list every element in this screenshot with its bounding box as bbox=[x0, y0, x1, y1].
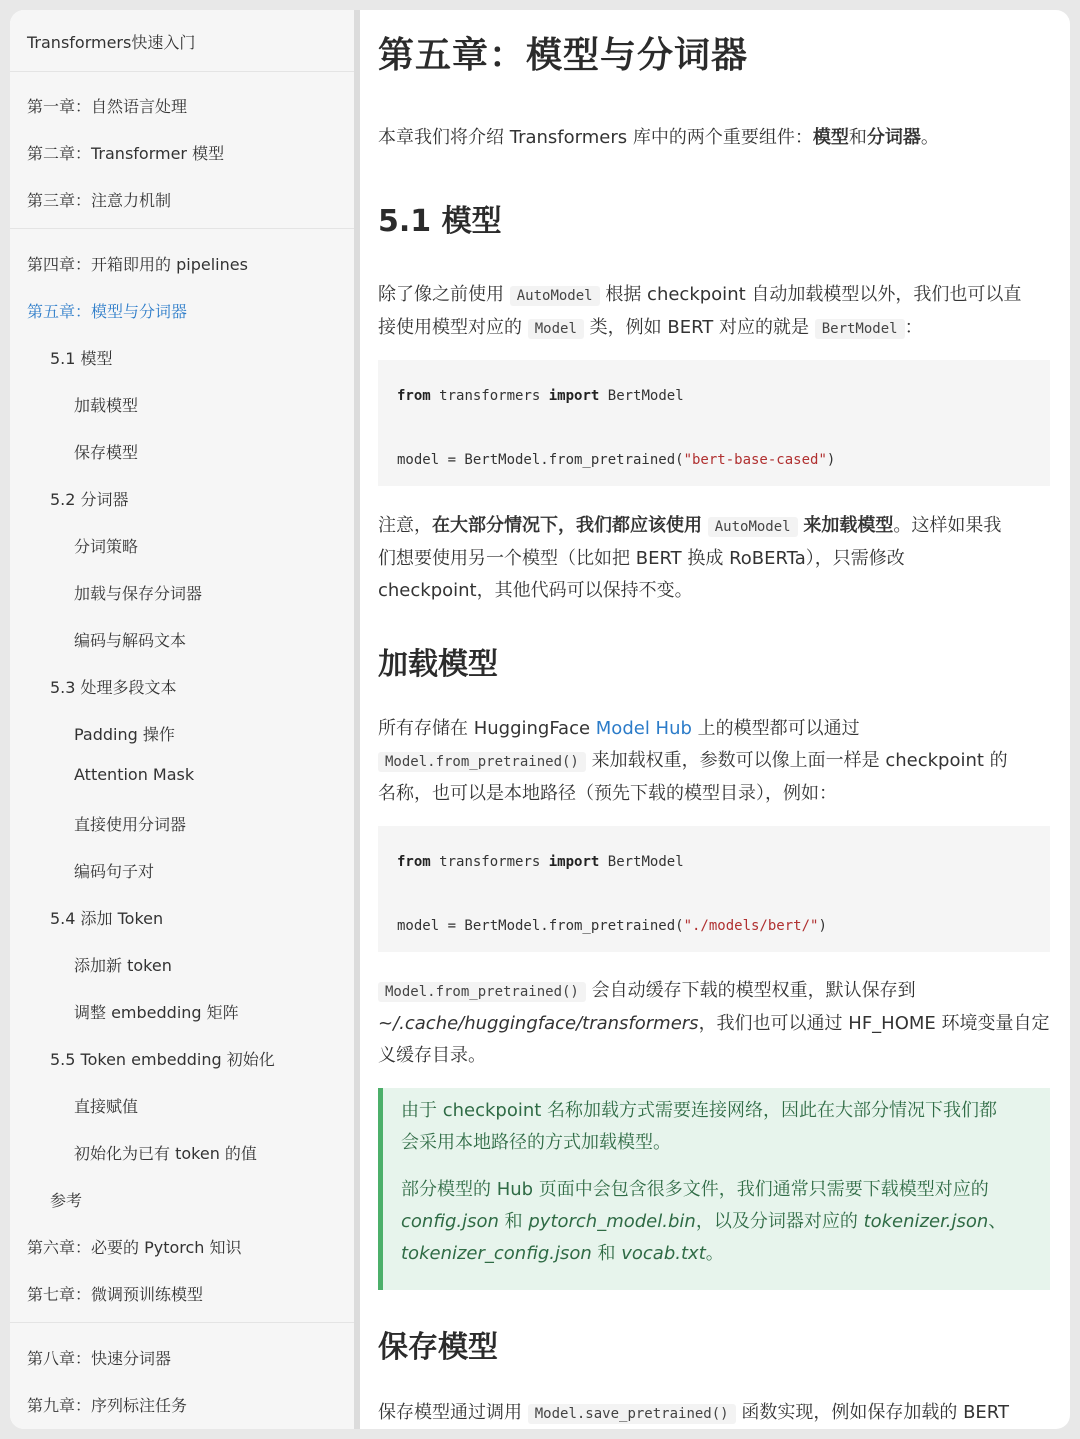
inline-code: BertModel bbox=[815, 319, 905, 339]
paragraph: 除了像之前使用 AutoModel 根据 checkpoint 自动加载模型以外，我们也可以直 接使用模型对应的 Model 类，例如 BERT 对应的就是 BertModel ： bbox=[378, 284, 1022, 338]
tip-callout: 由于 checkpoint 名称加载方式需要连接网络，因此在大部分情况下我们都 会采用本地路径的方式加载模型。 部分模型的 Hub 页面中会包含很多文件，我们通常只需要下载模型对应的 config.json 和 pytorch_model.bin，以及分词器对应的 tokenizer.json、 tokenizer_config.json 和 vocab.txt。 bbox=[378, 1088, 1050, 1290]
sidebar-item[interactable]: 5.2 分词器 bbox=[50, 490, 129, 509]
sidebar-item[interactable]: 第七章：微调预训练模型 bbox=[27, 1285, 204, 1304]
sidebar-item[interactable]: 初始化为已有 token 的值 bbox=[74, 1144, 257, 1163]
section-heading-5-1: 5.1 模型 bbox=[378, 204, 502, 239]
inline-code: Model.from_pretrained() bbox=[378, 752, 586, 772]
sidebar-item[interactable]: 第四章：开箱即用的 pipelines bbox=[27, 255, 248, 274]
sidebar-item[interactable]: 加载模型 bbox=[74, 396, 139, 415]
paragraph: 所有存储在 HuggingFace Model Hub 上的模型都可以通过 Model.from_pretrained() 来加载权重，参数可以像上面一样是 checkpoint 的 名称，也可以是本地路径（预先下载的模型目录），例如： bbox=[378, 718, 1008, 804]
section-heading-save-model: 保存模型 bbox=[378, 1330, 498, 1365]
sidebar-item[interactable]: 5.3 处理多段文本 bbox=[50, 678, 177, 697]
code-block[interactable]: from transformers import BertModel model = BertModel.from_pretrained("bert-base-cased") bbox=[378, 360, 1050, 486]
sidebar-item[interactable]: 5.5 Token embedding 初始化 bbox=[50, 1050, 275, 1069]
app-frame bbox=[10, 10, 1070, 1429]
divider bbox=[10, 71, 354, 72]
book-title[interactable]: Transformers快速入门 bbox=[27, 33, 196, 52]
sidebar-item[interactable]: 添加新 token bbox=[74, 956, 172, 975]
inline-code: Model.save_pretrained() bbox=[528, 1404, 736, 1424]
inline-code: AutoModel bbox=[708, 517, 798, 537]
sidebar-toc bbox=[10, 10, 355, 1429]
code-block[interactable]: from transformers import BertModel model = BertModel.from_pretrained("./models/bert/") bbox=[378, 826, 1050, 952]
sidebar-item[interactable]: 第六章：必要的 Pytorch 知识 bbox=[27, 1238, 242, 1257]
article bbox=[378, 10, 1050, 1429]
divider bbox=[10, 228, 354, 229]
sidebar-item[interactable]: 第八章：快速分词器 bbox=[27, 1349, 172, 1368]
sidebar-item[interactable]: 编码与解码文本 bbox=[74, 631, 187, 650]
intro-paragraph: 本章我们将介绍 Transformers 库中的两个重要组件：模型和分词器。 bbox=[378, 127, 939, 148]
paragraph: 保存模型通过调用 Model.save_pretrained() 函数实现，例如保存加载的 BERT bbox=[378, 1402, 1009, 1423]
model-hub-link[interactable]: Model Hub bbox=[595, 718, 692, 739]
inline-code: Model bbox=[528, 319, 584, 339]
page-title: 第五章：模型与分词器 bbox=[378, 35, 749, 76]
sidebar-item[interactable]: 第一章：自然语言处理 bbox=[27, 97, 188, 116]
sidebar-item[interactable]: 加载与保存分词器 bbox=[74, 584, 203, 603]
inline-code: AutoModel bbox=[510, 286, 600, 306]
sidebar-item[interactable]: 编码句子对 bbox=[74, 862, 155, 881]
sidebar-item[interactable]: 保存模型 bbox=[74, 443, 139, 462]
sidebar-item[interactable]: 第三章：注意力机制 bbox=[27, 191, 172, 210]
paragraph: 注意，在大部分情况下，我们都应该使用 AutoModel 来加载模型。这样如果我 们想要使用另一个模型（比如把 BERT 换成 RoBERTa），只需修改 checkpoint，其他代码可以保持不变。 bbox=[378, 515, 1002, 601]
sidebar-item[interactable]: 5.4 添加 Token bbox=[50, 909, 164, 928]
sidebar-item[interactable]: Padding 操作 bbox=[74, 725, 175, 744]
sidebar-item[interactable]: 第九章：序列标注任务 bbox=[27, 1396, 188, 1415]
scroll-gutter bbox=[354, 10, 360, 1429]
sidebar-item[interactable]: 第五章：模型与分词器 bbox=[27, 302, 188, 321]
divider bbox=[10, 1322, 354, 1323]
sidebar-item[interactable]: 参考 bbox=[50, 1191, 83, 1210]
sidebar-item[interactable]: 调整 embedding 矩阵 bbox=[74, 1003, 239, 1022]
section-heading-load-model: 加载模型 bbox=[378, 647, 498, 682]
sidebar-item[interactable]: Attention Mask bbox=[74, 765, 195, 784]
inline-code: Model.from_pretrained() bbox=[378, 982, 586, 1002]
sidebar-item[interactable]: 5.1 模型 bbox=[50, 349, 113, 368]
paragraph: Model.from_pretrained() 会自动缓存下载的模型权重，默认保存到 ~/.cache/huggingface/transformers，我们也可以通过 HF_HOME 环境变量自定 义缓存目录。 bbox=[378, 980, 1050, 1066]
sidebar-item[interactable]: 直接使用分词器 bbox=[74, 815, 187, 834]
sidebar-item[interactable]: 分词策略 bbox=[74, 537, 139, 556]
sidebar-item[interactable]: 直接赋值 bbox=[74, 1097, 139, 1116]
sidebar-item[interactable]: 第二章：Transformer 模型 bbox=[27, 144, 225, 163]
